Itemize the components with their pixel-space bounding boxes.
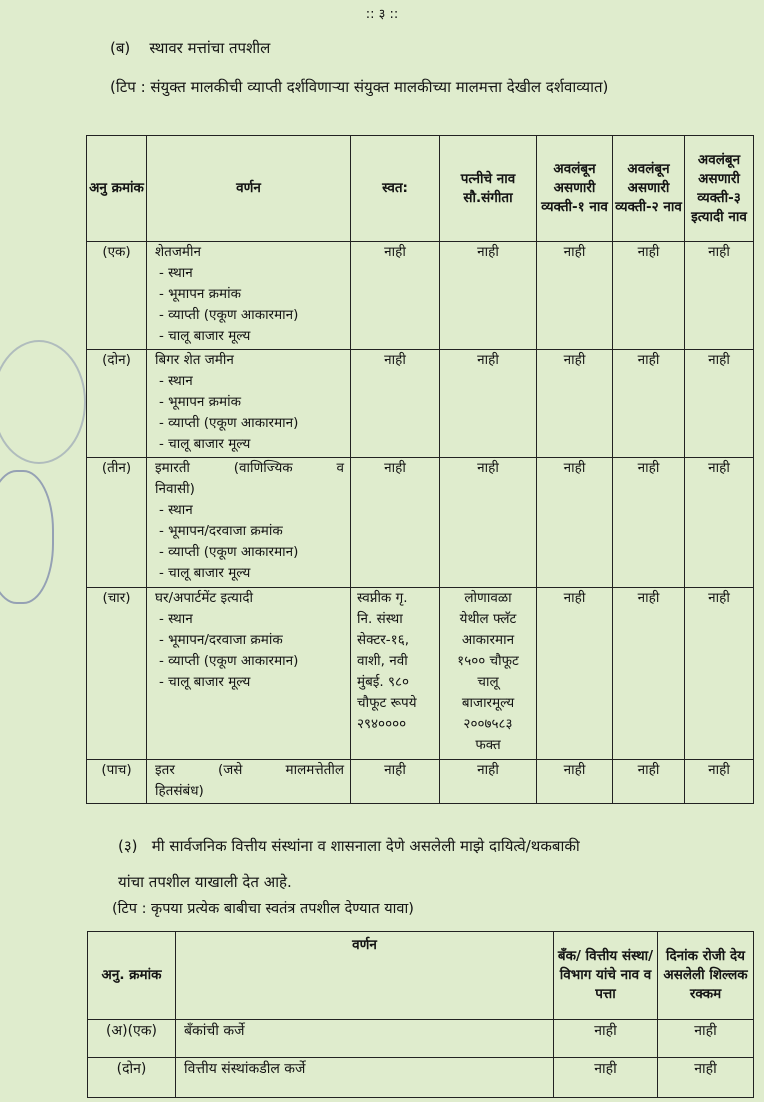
detail-line: आकारमान	[461, 632, 515, 648]
table-header-row	[88, 932, 754, 1020]
liabilities-table	[87, 931, 754, 1098]
sub-item: - स्थान	[159, 502, 193, 518]
cell-dependent-3: नाही	[685, 242, 754, 350]
row-title-cont: निवासी)	[155, 481, 195, 497]
notary-stamp-mark	[0, 340, 86, 464]
sub-item: - भूमापन क्रमांक	[159, 394, 241, 410]
cell-self: नाही	[351, 242, 440, 350]
detail-line: नि. संस्था	[357, 611, 403, 627]
row-title: घर/अपार्टमेंट इत्यादी	[155, 590, 254, 606]
cell-balance: नाही	[658, 1020, 754, 1058]
sub-item: - व्याप्ती (एकूण आकारमान)	[159, 307, 299, 323]
cell-spouse: नाही	[440, 458, 537, 588]
cell-spouse: नाही	[440, 350, 537, 458]
cell-spouse: नाही	[440, 760, 537, 804]
row-description	[147, 458, 351, 588]
immovable-assets-table	[86, 135, 754, 804]
cell-dependent-3: नाही	[685, 350, 754, 458]
cell-dependent-2: नाही	[613, 760, 685, 804]
detail-line: सेक्टर-१६,	[357, 632, 410, 648]
row-sr: (चार)	[87, 588, 147, 760]
row-title: इमारती (वाणिज्यिक व	[155, 460, 344, 476]
section-3-line-2: यांचा तपशील याखाली देत आहे.	[118, 873, 292, 891]
sub-item: - व्याप्ती (एकूण आकारमान)	[159, 415, 299, 431]
header-sr-no: अनु क्रमांक	[87, 136, 147, 242]
row-description	[147, 760, 351, 804]
header-dependent-3: अवलंबून असणारी व्यक्ती-३ इत्यादी नाव	[685, 136, 754, 242]
table-row	[87, 760, 754, 804]
cell-dependent-2: नाही	[613, 242, 685, 350]
header-description: वर्णन	[176, 932, 554, 1020]
header-spouse: पत्नीचे नाव सौ.संगीता	[440, 136, 537, 242]
detail-line: लोणावळा	[464, 590, 512, 606]
row-description	[147, 242, 351, 350]
table-row	[87, 588, 754, 760]
cell-bank: नाही	[554, 1058, 658, 1098]
cell-bank: नाही	[554, 1020, 658, 1058]
cell-self: नाही	[351, 760, 440, 804]
header-self: स्वत:	[351, 136, 440, 242]
table-row	[88, 1020, 754, 1058]
row-title-cont: हितसंबंध)	[155, 783, 204, 799]
detail-line: फक्त	[475, 737, 501, 753]
section-3-line-1: (३) मी सार्वजनिक वित्तीय संस्थांना व शासनाला देणे असलेली माझे दायित्वे/थकबाकी	[118, 837, 580, 855]
sub-item: - स्थान	[159, 611, 193, 627]
seal-stamp-mark	[0, 470, 54, 604]
row-sr: (दोन)	[88, 1058, 176, 1098]
row-title: बिगर शेत जमीन	[155, 352, 234, 368]
row-description: बँकांची कर्जे	[176, 1020, 554, 1058]
header-bank-name-address: बँक/ वित्तीय संस्था/ विभाग यांचे नाव व पत्ता	[554, 932, 658, 1020]
detail-line: वाशी, नवी	[357, 653, 408, 669]
cell-self-property-details	[351, 588, 440, 760]
sub-item: - चालू बाजार मूल्य	[159, 328, 251, 344]
section-b-note: (टिप : संयुक्त मालकीची व्याप्ती दर्शविणाऱ्या संयुक्त मालकीच्या मालमत्ता देखील दर्शवाव्यात)	[110, 78, 609, 96]
header-dependent-1: अवलंबून असणारी व्यक्ती-१ नाव	[537, 136, 613, 242]
section-b-heading: (ब) स्थावर मत्तांचा तपशील	[110, 39, 271, 57]
table-row	[87, 350, 754, 458]
cell-balance: नाही	[658, 1058, 754, 1098]
cell-dependent-2: नाही	[613, 588, 685, 760]
row-description	[147, 588, 351, 760]
detail-line: बाजारमूल्य	[461, 695, 515, 711]
section-3-paragraph	[118, 828, 718, 900]
detail-line: चौफूट रूपये	[357, 695, 417, 711]
sub-item: - स्थान	[159, 265, 193, 281]
sub-item: - चालू बाजार मूल्य	[159, 674, 251, 690]
detail-line: २००७५८३	[463, 716, 513, 732]
row-sr: (पाच)	[87, 760, 147, 804]
cell-dependent-3: नाही	[685, 588, 754, 760]
table-row	[87, 458, 754, 588]
table-row	[88, 1058, 754, 1098]
header-sr-no: अनु. क्रमांक	[88, 932, 176, 1020]
detail-line: चालू	[477, 674, 499, 690]
detail-line: येथील फ्लॅट	[459, 611, 517, 627]
sub-item: - चालू बाजार मूल्य	[159, 436, 251, 452]
detail-line: १५०० चौफूट	[457, 653, 519, 669]
row-title: शेतजमीन	[155, 244, 201, 260]
sub-item: - भूमापन/दरवाजा क्रमांक	[159, 632, 283, 648]
row-description	[147, 350, 351, 458]
page-number: :: ३ ::	[365, 7, 399, 22]
sub-item: - व्याप्ती (एकूण आकारमान)	[159, 653, 299, 669]
cell-dependent-1: नाही	[537, 458, 613, 588]
cell-dependent-2: नाही	[613, 350, 685, 458]
cell-dependent-3: नाही	[685, 760, 754, 804]
cell-spouse: नाही	[440, 242, 537, 350]
row-title: इतर (जसे मालमत्तेतील	[155, 762, 344, 778]
table-header-row	[87, 136, 754, 242]
row-sr: (एक)	[87, 242, 147, 350]
detail-line: २९४००००	[357, 716, 407, 732]
cell-spouse-property-details	[440, 588, 537, 760]
header-balance-due: दिनांक रोजी देय असलेली शिल्लक रक्कम	[658, 932, 754, 1020]
header-description: वर्णन	[147, 136, 351, 242]
row-description: वित्तीय संस्थांकडील कर्जे	[176, 1058, 554, 1098]
cell-dependent-2: नाही	[613, 458, 685, 588]
section-3-note: (टिप : कृपया प्रत्येक बाबीचा स्वतंत्र तपशील देण्यात यावा)	[112, 901, 414, 917]
row-sr: (दोन)	[87, 350, 147, 458]
sub-item: - भूमापन क्रमांक	[159, 286, 241, 302]
table-row	[87, 242, 754, 350]
cell-self: नाही	[351, 458, 440, 588]
sub-item: - स्थान	[159, 373, 193, 389]
detail-line: मुंबई. ९८०	[357, 674, 410, 690]
cell-dependent-1: नाही	[537, 760, 613, 804]
sub-item: - व्याप्ती (एकूण आकारमान)	[159, 544, 299, 560]
row-sr: (तीन)	[87, 458, 147, 588]
detail-line: स्वप्नीक गृ.	[357, 590, 408, 606]
row-sr: (अ)(एक)	[88, 1020, 176, 1058]
cell-dependent-1: नाही	[537, 242, 613, 350]
header-dependent-2: अवलंबून असणारी व्यक्ती-२ नाव	[613, 136, 685, 242]
sub-item: - चालू बाजार मूल्य	[159, 565, 251, 581]
cell-self: नाही	[351, 350, 440, 458]
sub-item: - भूमापन/दरवाजा क्रमांक	[159, 523, 283, 539]
cell-dependent-1: नाही	[537, 588, 613, 760]
cell-dependent-3: नाही	[685, 458, 754, 588]
cell-dependent-1: नाही	[537, 350, 613, 458]
